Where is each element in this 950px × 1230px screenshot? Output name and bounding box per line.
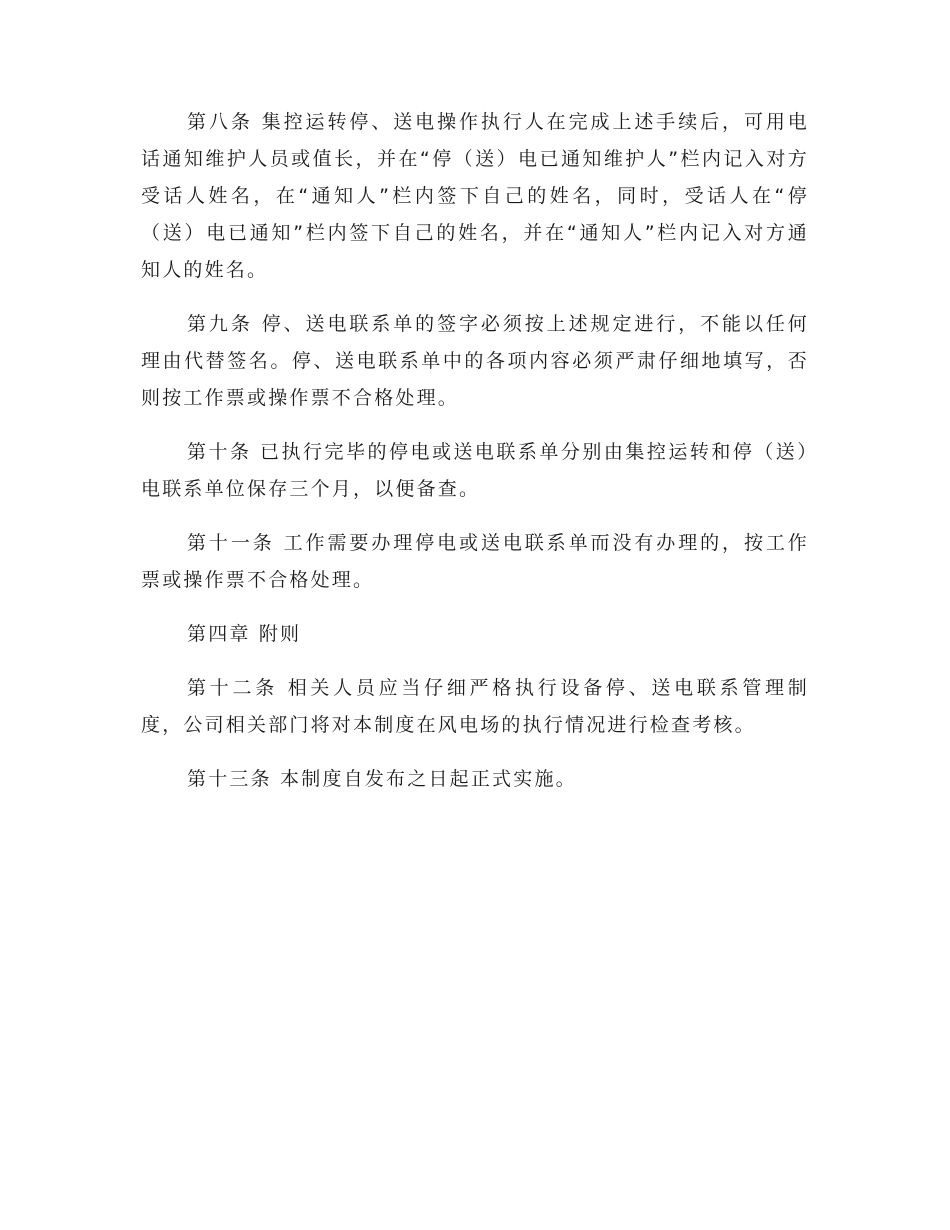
article-13-paragraph: 第十三条 本制度自发布之日起正式实施。 (187, 768, 577, 790)
article-12-paragraph: 第十二条 相关人员应当仔细严格执行设备停、送电联系管理制度，公司相关部门将对本制度在风电场的执行情况进行检查考核。 (141, 677, 809, 736)
article-8-paragraph: 第八条 集控运转停、送电操作执行人在完成上述手续后，可用电话通知维护人员或值长，并在“停（送）电已通知维护人”栏内记入对方受话人姓名，在“通知人”栏内签下自己的姓名，同时，受话人在“停（送）电已通知”栏内签下自己的姓名，并在“通知人”栏内记入对方通知人的姓名。 (141, 111, 809, 281)
document-body (141, 104, 809, 815)
chapter-4-heading: 第四章 附则 (187, 623, 302, 645)
article-11-paragraph: 第十一条 工作需要办理停电或送电联系单而没有办理的，按工作票或操作票不合格处理。 (141, 532, 809, 591)
article-9-paragraph: 第九条 停、送电联系单的签字必须按上述规定进行，不能以任何理由代替签名。停、送电联系单中的各项内容必须严肃仔细地填写，否则按工作票或操作票不合格处理。 (141, 313, 809, 409)
article-10-paragraph: 第十条 已执行完毕的停电或送电联系单分别由集控运转和停（送）电联系单位保存三个月，以便备查。 (141, 441, 809, 500)
